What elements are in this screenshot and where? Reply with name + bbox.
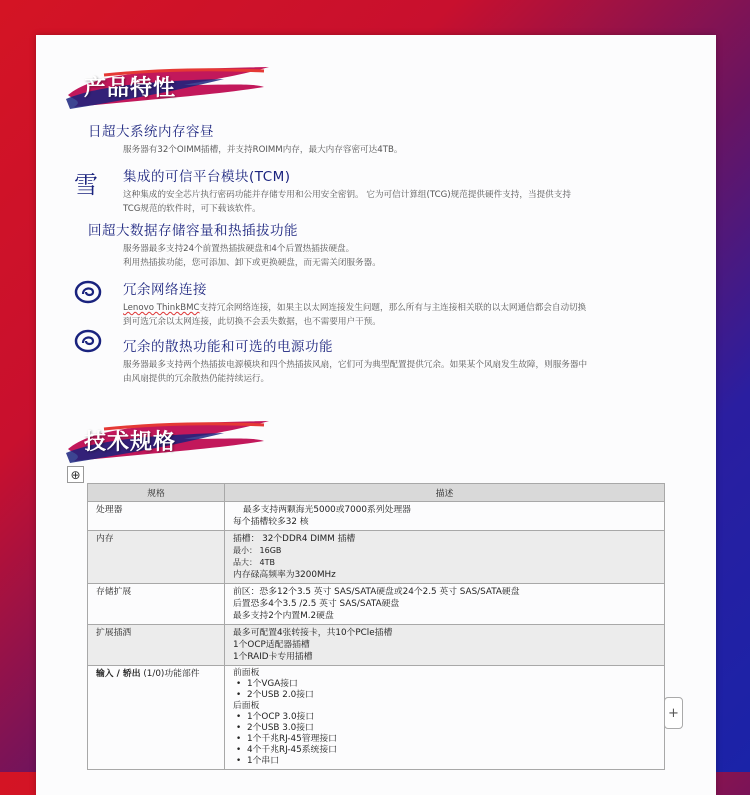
feature-desc: 服务器有32个OIMM插槽，并支持ROIMM内存，最大内存容密可达4TB。: [123, 145, 403, 155]
table-header-cell: 描述: [225, 484, 665, 502]
table-cell-desc: 最多支持两颗海光5000或7000系列处理器 每个插槽较多32 核: [225, 502, 665, 531]
feature-network: [88, 281, 678, 329]
table-cell-label: 内存: [88, 531, 225, 584]
list-item: • 1个串口: [247, 756, 656, 767]
feature-storage: [88, 222, 678, 270]
list-item: • 1个VGA接口: [247, 679, 656, 690]
table-add-row-button[interactable]: +: [664, 697, 683, 729]
feature-title: 回超大数据存储容量和热插拔功能: [88, 223, 298, 239]
table-cell-label: 输入 / 轿出 (1/0)功能部件: [88, 666, 225, 770]
feature-tcm: [88, 168, 678, 216]
io-front-list: [233, 679, 656, 701]
feature-desc: 服务器最多支持24个前置热插拔硬盘和4个后置热插拔硬盘。 利用热插拔功能，您可添加、卸下或更换硬盘，而无需关闭服务器。: [123, 244, 381, 268]
snow-glyph-icon: 雪: [74, 171, 98, 199]
io-rear-list: [233, 712, 656, 767]
feature-memory: [88, 123, 678, 157]
list-item: • 1个OCP 3.0接口: [247, 712, 656, 723]
table-cell-desc: 最多可配置4张转接卡，共10个PCle插槽 1个OCP适配器插槽 1个RAID卡专用插槽: [225, 625, 665, 666]
list-item: • 4个千兆RJ-45系统接口: [247, 745, 656, 756]
table-row: [88, 666, 665, 770]
list-item: • 2个USB 2.0接口: [247, 690, 656, 701]
feature-title: 集成的可信平台模块(TCM): [123, 169, 291, 185]
table-header-cell: 规格: [88, 484, 225, 502]
section-title-specs: 技术规格: [84, 430, 177, 455]
table-cell-label: 处理器: [88, 502, 225, 531]
table-cell-desc: 插槽： 32个DDR4 DIMM 插槽 最小： 16GB 品大： 4TB 内存碌高频率为3200MHz: [225, 531, 665, 584]
feature-title: 日超大系统内存容昼: [88, 124, 214, 140]
section-banner-features: [64, 65, 274, 111]
list-item: • 2个USB 3.0接口: [247, 723, 656, 734]
spec-table: [87, 483, 665, 770]
section-title-features: 产品特性: [84, 76, 177, 101]
table-row: [88, 584, 665, 625]
feature-title: 冗余的散热功能和可选的电源功能: [123, 339, 333, 355]
feature-desc: Lenovo ThinkBMC支持冗余网络连接，如果主以太网连接发生问题，那么所有与主连接相关联的以太网通信都会自动切换 到可选冗余以太网连接，此切换不会丢失数据，也不需要用户干预。: [123, 303, 587, 327]
table-row: [88, 625, 665, 666]
table-row: [88, 502, 665, 531]
feature-cooling-power: [88, 338, 678, 386]
feature-desc: 这种集成的安全芯片执行密码功能并存储专用和公用安全密钥。 它为可信计算组(TCG)规范提供硬件支持，当提供支持 TCG规范的软件时，可下载该软件。: [123, 190, 571, 214]
table-cell-label: 存储扩展: [88, 584, 225, 625]
table-header-row: [88, 484, 665, 502]
table-cell-label: 扩展插洒: [88, 625, 225, 666]
feature-title: 冗余网络连接: [123, 282, 207, 298]
list-item: • 1个千兆RJ-45管理接口: [247, 734, 656, 745]
table-cell-desc: 前区：恐多12个3.5 英寸 SAS/SATA硬盘或24个2.5 英寸 SAS/SATA硬盘 后置恐多4个3.5 /2.5 英寸 SAS/SATA硬盘 最多支持2个内置M.2硬盘: [225, 584, 665, 625]
section-banner-specs: [64, 419, 274, 465]
feature-desc: 服务器最多支持两个热插拔电源模块和四个热插拔风扇，它们可为典型配置提供冗余。如果某个风扇发生故障，则服务器中 由风扇提供的冗余散热仍能持续运行。: [123, 360, 588, 384]
table-move-handle[interactable]: ⊕: [67, 466, 84, 483]
table-cell-desc: 前面板 • 1个VGA接口 • 2个USB 2.0接口 后面板 • 1个OCP 3.0接口 • 2个USB 3.0接口 • 1个千兆RJ-45管理接口 • 4个千兆RJ-45系统接口 • 1个串口: [225, 666, 665, 770]
table-row: [88, 531, 665, 584]
